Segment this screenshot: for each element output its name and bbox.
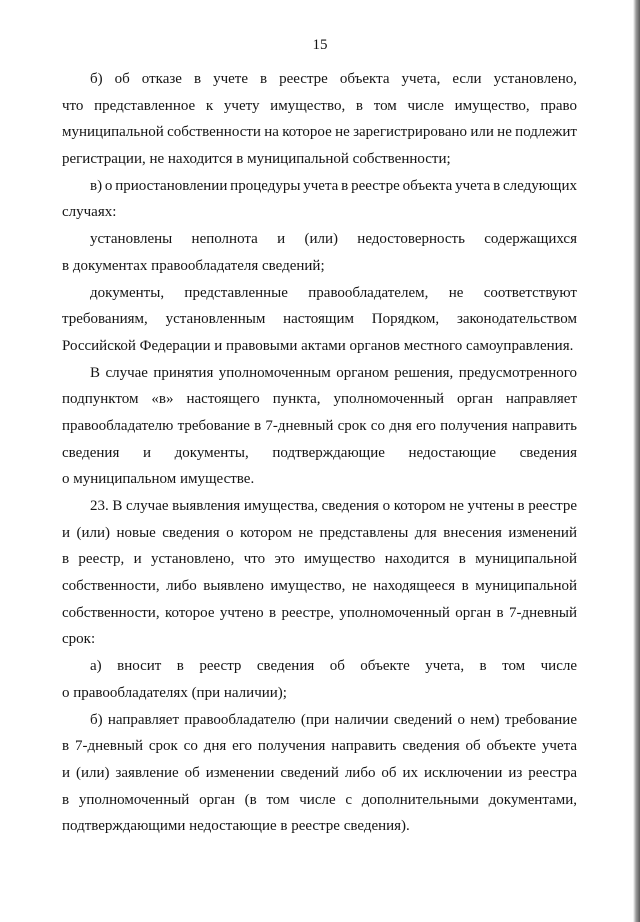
text-line-content: случаях: xyxy=(62,204,117,221)
text-line xyxy=(62,306,577,333)
text-line-content: срок: xyxy=(62,631,96,648)
text-line-content: Российской Федерации и правовыми актами органов местного самоуправления. xyxy=(62,337,574,354)
text-line xyxy=(62,386,577,413)
text-line xyxy=(62,760,577,787)
text-line-content: 23. В случае выявления имущества, сведения о котором не учтены в реестре xyxy=(90,498,577,514)
text-line xyxy=(62,360,577,387)
text-line-content: сведения и документы, подтверждающие недостающие сведения xyxy=(62,444,577,461)
text-line-content: что представленное к учету имущество, в том числе имущество, право xyxy=(62,97,577,114)
text-line xyxy=(62,280,577,307)
text-line xyxy=(62,199,577,226)
paragraph xyxy=(62,493,577,653)
text-line-content: и (или) заявление об изменении сведений либо об их исключении из реестра xyxy=(62,764,577,781)
paragraph xyxy=(62,66,577,173)
text-line xyxy=(62,787,577,814)
text-line-content: о муниципальном имуществе. xyxy=(62,471,255,488)
text-line-content: собственности, либо выявлено имущество, не находящееся в муниципальной xyxy=(62,578,577,595)
text-line xyxy=(62,733,577,760)
text-line xyxy=(62,546,577,573)
paragraph xyxy=(62,173,577,226)
scan-edge xyxy=(633,0,640,922)
paragraph xyxy=(62,226,577,279)
text-line-content: требованиям, установленным настоящим Порядком, законодательством xyxy=(62,311,577,328)
text-line xyxy=(62,466,577,493)
text-line xyxy=(62,93,577,120)
text-line-content: в уполномоченный орган (в том числе с дополнительными документами, xyxy=(62,791,577,808)
text-line-content: документы, представленные правообладателем, не соответствуют xyxy=(90,284,577,301)
text-line xyxy=(62,573,577,600)
text-line-content: подтверждающими недостающие в реестре сведения). xyxy=(62,818,410,835)
text-line-content: муниципальной собственности на которое не зарегистрировано или не подлежит xyxy=(62,124,577,141)
text-line-content: собственности, которое учтено в реестре, уполномоченный орган в 7-дневный xyxy=(62,604,577,621)
text-line xyxy=(62,520,577,547)
text-line-content: а) вносит в реестр сведения об объекте учета, в том числе xyxy=(90,658,577,675)
text-line xyxy=(62,600,577,627)
text-line xyxy=(62,333,577,360)
paragraph xyxy=(62,707,577,840)
text-line xyxy=(62,440,577,467)
text-line-content: регистрации, не находится в муниципальной собственности; xyxy=(62,151,451,168)
text-line xyxy=(62,493,577,520)
text-line-content: б) об отказе в учете в реестре объекта учета, если установлено, xyxy=(90,71,577,87)
text-line-content: в 7-дневный срок со дня его получения направить сведения об объекте учета xyxy=(62,738,577,755)
text-line-content: б) направляет правообладателю (при наличии сведений о нем) требование xyxy=(90,711,577,728)
text-line-content: в) о приостановлении процедуры учета в реестре объекта учета в следующих xyxy=(90,177,577,194)
text-line-content: в документах правообладателя сведений; xyxy=(62,257,325,274)
text-line-content: в реестр, и установлено, что это имущество находится в муниципальной xyxy=(62,551,577,568)
paragraph xyxy=(62,280,577,360)
text-line xyxy=(62,253,577,280)
text-line-content: и (или) новые сведения о котором не представлены для внесения изменений xyxy=(62,524,577,541)
text-line xyxy=(62,680,577,707)
text-line-content: установлены неполнота и (или) недостоверность содержащихся xyxy=(90,231,577,248)
text-line xyxy=(62,66,577,93)
text-line-content: правообладателю требование в 7-дневный срок со дня его получения направить xyxy=(62,417,577,434)
text-line xyxy=(62,707,577,734)
text-line xyxy=(62,626,577,653)
text-line xyxy=(62,119,577,146)
text-line xyxy=(62,413,577,440)
text-line-content: подпунктом «в» настоящего пункта, уполномоченный орган направляет xyxy=(62,391,577,408)
text-line xyxy=(62,226,577,253)
text-line-content: В случае принятия уполномоченным органом решения, предусмотренного xyxy=(90,364,577,381)
paragraph xyxy=(62,653,577,706)
text-line xyxy=(62,813,577,840)
document-body xyxy=(62,66,577,840)
text-line-content: о правообладателях (при наличии); xyxy=(62,684,287,701)
text-line xyxy=(62,653,577,680)
text-line xyxy=(62,146,577,173)
paragraph xyxy=(62,360,577,493)
page-number: 15 xyxy=(312,37,328,53)
text-line xyxy=(62,173,577,200)
